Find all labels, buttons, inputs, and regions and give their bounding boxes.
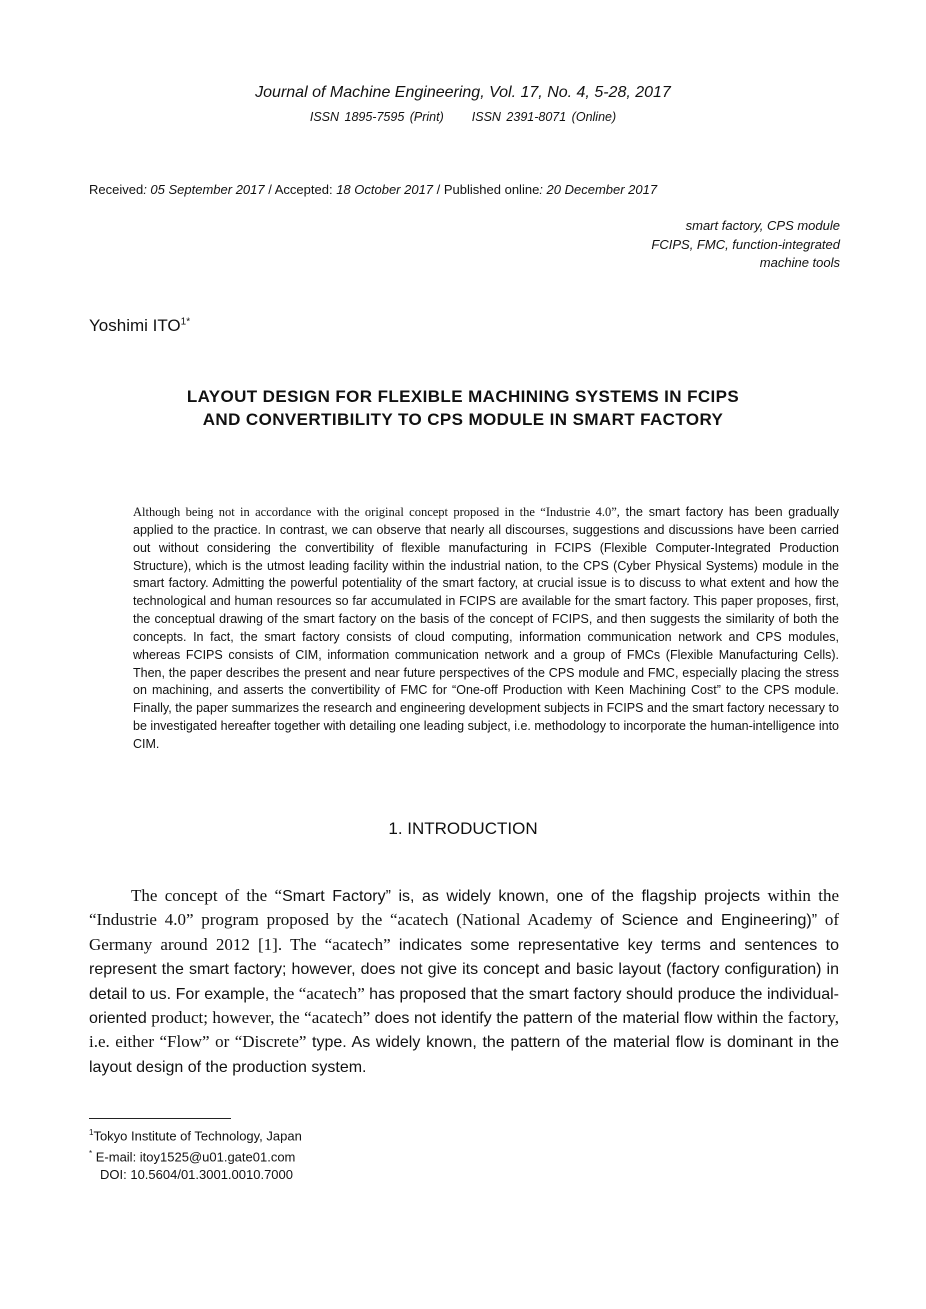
intro-text: does not identify the pattern of the material flow within	[374, 1010, 759, 1028]
paper-title	[0, 385, 926, 431]
issn-line	[0, 110, 926, 124]
footnote-email	[89, 1145, 302, 1166]
intro-text: has proposed that the smart factory should produce the individual-oriented	[89, 985, 840, 1028]
journal-citation: Journal of Machine Engineering, Vol. 17, No. 4, 5-28, 2017	[255, 84, 671, 101]
published-date: : 20 December 2017	[539, 182, 658, 197]
abstract-lead: Although being not in accordance with the original concept proposed in the “Industrie 4.0”,	[133, 505, 620, 519]
published-label: Published online	[443, 182, 540, 197]
author	[89, 316, 190, 336]
author-marks: 1*	[180, 316, 191, 328]
received-label: Received	[89, 182, 144, 197]
section-heading: 1. INTRODUCTION	[388, 819, 538, 838]
intro-text: product; however, the “acatech”	[146, 1008, 375, 1028]
keywords-line: machine tools	[759, 255, 840, 270]
publication-dates	[89, 182, 657, 197]
issn-online: ISSN 2391-8071 (Online)	[471, 110, 617, 124]
intro-paragraph	[89, 884, 839, 1079]
email-text: E-mail: itoy1525@u01.gate01.com	[92, 1149, 296, 1165]
accepted-label: Accepted:	[274, 182, 333, 197]
date-separator: /	[264, 182, 275, 197]
intro-text: of Germany around 2012 [1]. The “acatech”	[89, 910, 839, 954]
intro-text: indicates some representative key terms and sentences to represent the smart factory; however, does not give its concept and basic layout (factory configuration) in detail to us. For example,	[89, 936, 840, 1003]
abstract-body: the smart factory has been gradually applied to the practice. In contrast, we can observe that nearly all discourses, suggestions and discussions have been carried out without considering the convertibility of flexible manufacturing in FCIPS (Flexible Computer-Integrated Production Structure), which is the utmost leading facility within the industrial nation, to the CPS (Cyber Physical Systems) module in the smart factory. Admitting the powerful potentiality of the smart factory, at crucial issue is to discuss to what extent and how the technological and human resources so far accumulated in FCIPS are available for the smart factory. This paper proposes, first, the conceptual drawing of the smart factory on the basis of the concept of FCIPS, and then suggests the similarity of both the concepts. In fact, the smart factory consists of cloud computing, information communication network and CPS modules, whereas FCIPS consists of CIM, information communication network and a group of FMCs (Flexible Manufacturing Cells). Then, the paper describes the present and near future perspectives of the CPS module and FMC, especially placing the stress on machining, and asserts the convertibility of FMC for “One-off Production with Keen Machining Cost” to the CPS module. Finally, the paper summarizes the research and engineering development subjects in FCIPS and the smart factory necessary to be investigated hereafter together with detailing one leading subject, i.e. methodology to incorporate the human-intelligence into CIM.	[133, 505, 839, 751]
footnote-mark: 1	[89, 1128, 94, 1137]
received-date: : 05 September 2017	[143, 182, 265, 197]
intro-text: of Science and Engineering)”	[600, 912, 818, 930]
affiliation-text: Tokyo Institute of Technology, Japan	[93, 1128, 302, 1144]
title-line: AND CONVERTIBILITY TO CPS MODULE IN SMART FACTORY	[202, 410, 724, 429]
footnote-affiliation	[89, 1124, 302, 1145]
keywords	[651, 217, 840, 273]
author-name: Yoshimi ITO	[89, 316, 181, 335]
footnote-divider	[89, 1118, 231, 1119]
footnote-doi: DOI: 10.5604/01.3001.0010.7000	[100, 1166, 293, 1182]
intro-text: the “acatech”	[269, 983, 370, 1003]
intro-text: within the “Industrie 4.0” program proposed by the “acatech (National Academy	[89, 886, 840, 930]
accepted-date: 18 October 2017	[332, 182, 434, 197]
keywords-line: FCIPS, FMC, function-integrated	[651, 236, 840, 252]
footnotes	[89, 1124, 302, 1183]
title-line: LAYOUT DESIGN FOR FLEXIBLE MACHINING SYSTEMS IN FCIPS	[186, 387, 740, 406]
abstract	[133, 504, 839, 754]
intro-text: type. As widely known, the pattern of the material flow is dominant in the layout design of the production system.	[89, 1034, 839, 1076]
footnote-mark: *	[89, 1148, 93, 1158]
intro-text: The concept of the “	[131, 886, 283, 905]
intro-text: the factory, i.e. either “Flow” or “Discrete”	[89, 1008, 839, 1052]
issn-print: ISSN 1895-7595 (Print)	[309, 110, 444, 124]
keywords-line: smart factory, CPS module	[685, 218, 840, 233]
date-separator: /	[433, 182, 444, 197]
intro-text: Smart Factory” is, as widely known, one of the flagship projects	[282, 888, 761, 905]
